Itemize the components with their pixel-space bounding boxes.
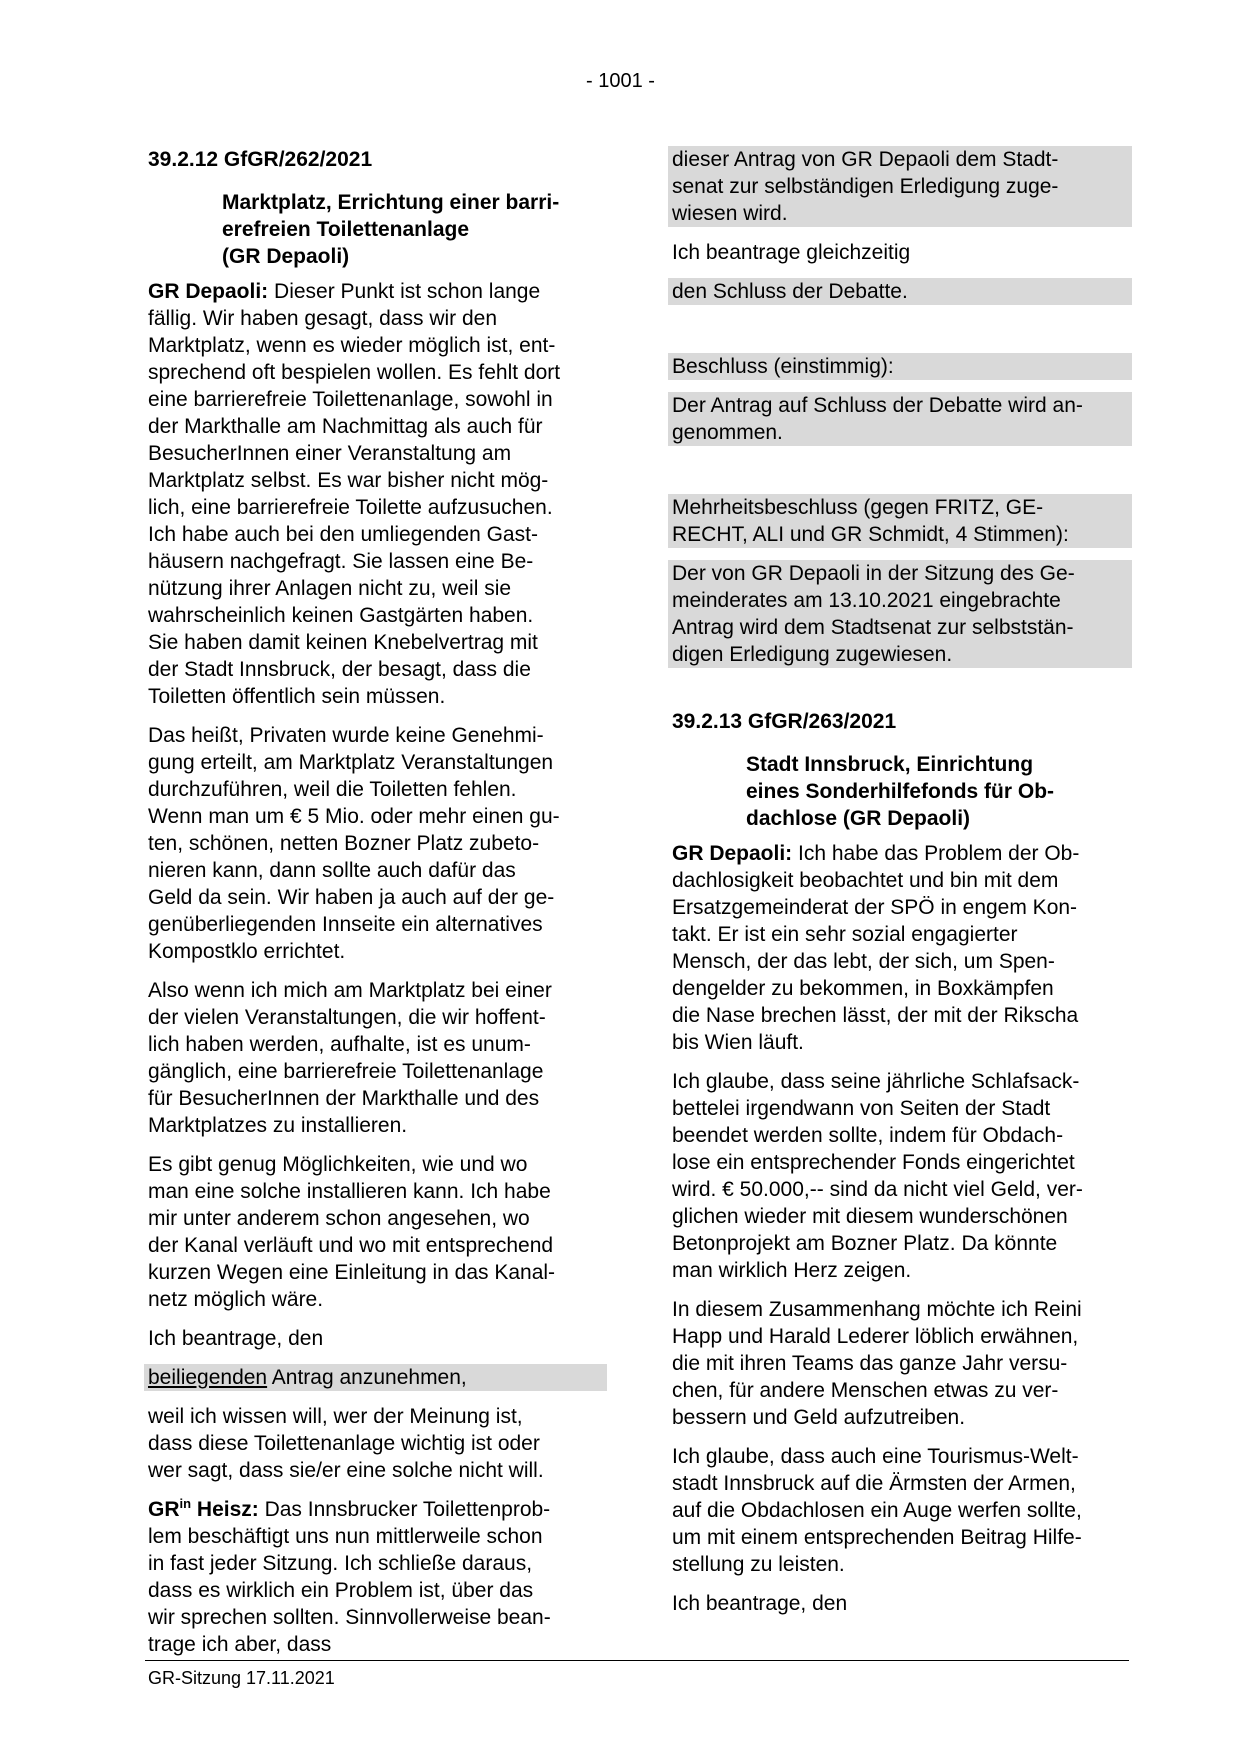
agenda-item-heading: 39.2.12 GfGR/262/2021 — [148, 148, 373, 171]
speech-paragraph: Ich beantrage, den — [672, 1592, 848, 1615]
speech-paragraph: Ich beantrage gleichzeitig — [672, 241, 911, 264]
footer-divider — [145, 1660, 1129, 1661]
speech-paragraph: Also wenn ich mich am Marktplatz bei einer der vielen Veranstaltungen, die wir hoffent- lich haben werden, aufhalte, ist es unum- gänglich, eine barrierefreie Toilettenanlage für BesucherInnen der Markthalle und des Marktplatzes zu installieren. — [148, 979, 552, 1137]
motion-highlight: dieser Antrag von GR Depaoli dem Stadt- senat zur selbständigen Erledigung zuge- wiesen wird. — [668, 146, 1132, 227]
speech-paragraph: Ich glaube, dass auch eine Tourismus-Welt- stadt Innsbruck auf die Ärmsten der Armen, auf die Obdachlosen ein Auge werfen sollte, um mit einem entsprechenden Beitrag Hilfe- stellung zu leisten. — [672, 1445, 1082, 1576]
speech-paragraph: GR Depaoli: Ich habe das Problem der Ob- dachlosigkeit beobachtet und bin mit dem Ersatzgemeinderat der SPÖ in engem Kon- takt. Er ist ein sehr sozial engagierter Mensch, der das lebt, der sich, um Spen- dengelder zu bekommen, in Boxkämpfen die Nase brechen lässt, der mit der Rikscha bis Wien läuft. — [672, 842, 1080, 1054]
footer-text: GR-Sitzung 17.11.2021 — [148, 1668, 335, 1688]
speech-paragraph: Das heißt, Privaten wurde keine Genehmi- gung erteilt, am Marktplatz Veranstaltungen durchzuführen, weil die Toiletten fehlen. Wenn man um € 5 Mio. oder mehr einen gu- ten, schönen, netten Bozner Platz zubeto- nieren kann, dann sollte auch dafür das Geld da sein. Wir haben ja auch auf der ge- genüberliegenden Innseite ein alternatives Kompostklo errichtet. — [148, 724, 560, 963]
speech-paragraph: In diesem Zusammenhang möchte ich Reini Happ und Harald Lederer löblich erwähnen, die mit ihren Teams das ganze Jahr versu- chen, für andere Menschen etwas zu ver- bessern und Geld aufzutreiben. — [672, 1298, 1082, 1429]
agenda-item-subject: Stadt Innsbruck, Einrichtung eines Sonderhilfefonds für Ob- dachlose (GR Depaoli) — [746, 753, 1055, 830]
speech-paragraph: Ich glaube, dass seine jährliche Schlafsack- bettelei irgendwann von Seiten der Stadt beendet werden sollte, indem für Obdach- lose ein entsprechender Fonds eingerichtet wird. € 50.000,-- sind da nicht viel Geld, ver- glichen wieder mit diesem wunderschönen Betonprojekt am Bozner Platz. Da könnte man wirklich Herz zeigen. — [672, 1070, 1083, 1282]
speaker-name: GR Depaoli: — [148, 280, 269, 303]
speech-paragraph: $GR^{in}$ Heisz: Das Innsbrucker Toilettenprob- lem beschäftigt uns nun mittlerweile schon in fast jeder Sitzung. Ich schließe daraus, dass es wirklich ein Problem ist, über das wir sprechen sollten. Sinnvollerweise bean- trage ich aber, dass — [148, 1496, 551, 1656]
left-column — [148, 146, 603, 1670]
speech-paragraph: GR Depaoli: Dieser Punkt ist schon lange fällig. Wir haben gesagt, dass wir den Marktplatz, wenn es wieder möglich ist, ent- sprechend oft bespielen wollen. Es fehlt dort eine barrierefreie Toilettenanlage, sowohl in der Markthalle am Nachmittag als auch für BesucherInnen einer Veranstaltung am Marktplatz selbst. Es war bisher nicht mög- lich, eine barrierefreie Toilette aufzusuchen. Ich habe auch bei den umliegenden Gast- häusern nachgefragt. Sie lassen eine Be- nützung ihrer Anlagen nicht zu, weil sie wahrscheinlich keinen Gastgärten haben. Sie haben damit keinen Knebelvertrag mit der Stadt Innsbruck, der besagt, dass die Toiletten öffentlich sein müssen. — [148, 280, 561, 708]
resolution-text: Der Antrag auf Schluss der Debatte wird an- genommen. — [668, 392, 1132, 446]
speech-paragraph: Es gibt genug Möglichkeiten, wie und wo man eine solche installieren kann. Ich habe mir unter anderem schon angesehen, wo der Kanal verläuft und wo mit entsprechend kurzen Wegen eine Einleitung in das Kanal- netz möglich wäre. — [148, 1153, 556, 1311]
agenda-item-subject: Marktplatz, Errichtung einer barri- erefreien Toilettenanlage (GR Depaoli) — [222, 191, 560, 268]
motion-highlight: beiliegenden Antrag anzunehmen, — [144, 1364, 607, 1391]
page-number: - 1001 - — [586, 70, 655, 92]
resolution-label: Beschluss (einstimmig): — [668, 353, 1132, 380]
speech-paragraph: Ich beantrage, den — [148, 1327, 324, 1350]
speech-paragraph: weil ich wissen will, wer der Meinung ist, dass diese Toilettenanlage wichtig ist oder wer sagt, dass sie/er eine solche nicht will. — [148, 1405, 544, 1482]
speaker-name: $GR^{in}$ Heisz: — [148, 1496, 259, 1521]
resolution-label: Mehrheitsbeschluss (gegen FRITZ, GE- RECHT, ALI und GR Schmidt, 4 Stimmen): — [668, 494, 1132, 548]
speaker-name: GR Depaoli: — [672, 842, 793, 865]
agenda-item-heading: 39.2.13 GfGR/263/2021 — [672, 710, 897, 733]
right-column — [672, 146, 1128, 1629]
resolution-text: Der von GR Depaoli in der Sitzung des Ge- meinderates am 13.10.2021 eingebrachte Antrag wird dem Stadtsenat zur selbststän- digen Erledigung zugewiesen. — [668, 560, 1132, 668]
motion-highlight: den Schluss der Debatte. — [668, 278, 1132, 305]
